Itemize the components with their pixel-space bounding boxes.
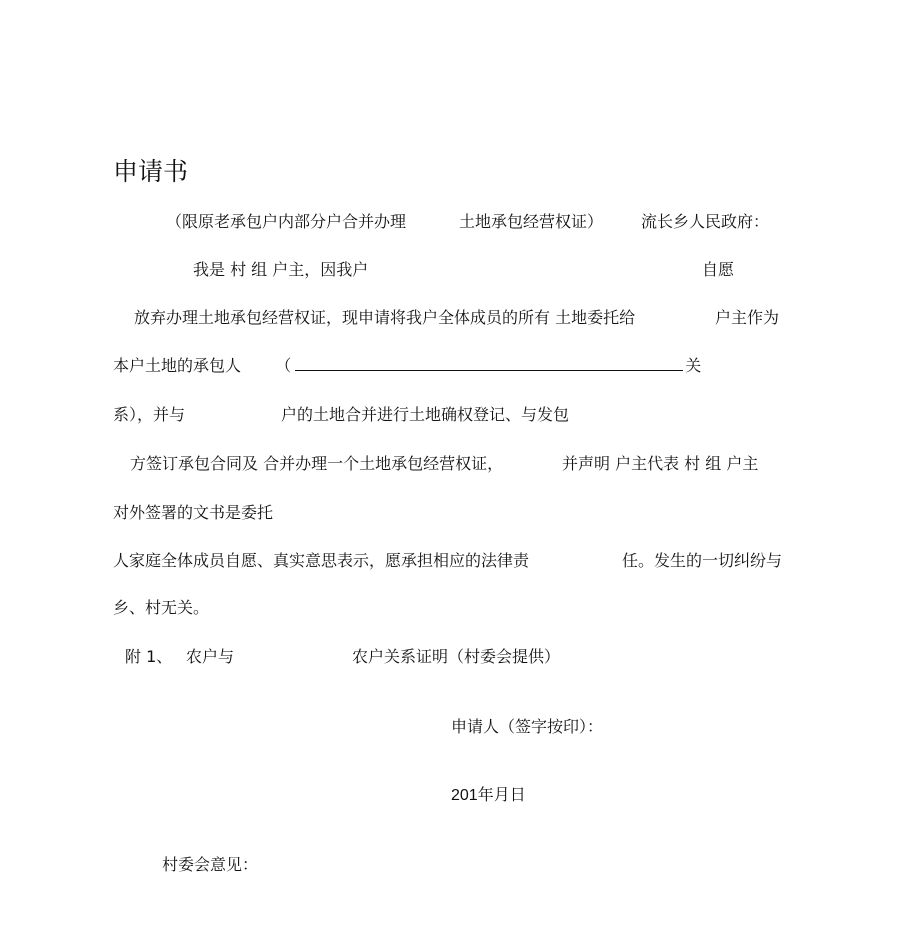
body-line-9: 乡、村无关。	[113, 598, 210, 617]
addressee: 流长乡人民政府：	[641, 212, 770, 231]
body-line-7: 对外签署的文书是委托	[113, 503, 274, 522]
body-line-5b: 户的土地合并进行土地确权登记、与发包	[281, 405, 570, 424]
body-line-2a: 我是 村 组 户主，因我户	[193, 260, 369, 279]
date-rest: 年月日	[477, 785, 526, 804]
applicant-signature-label: 申请人（签字按印）：	[451, 717, 604, 736]
body-line-8a: 人家庭全体成员自愿、真实意思表示，愿承担相应的法律责	[113, 551, 530, 570]
body-line-3a: 放弃办理土地承包经营权证，现申请将我户全体成员的所有 土地委托给	[134, 308, 636, 327]
body-line-5a: 系），并与	[113, 405, 186, 424]
date-year: 201	[451, 787, 478, 804]
body-line-2b: 自愿	[702, 260, 735, 279]
attachment-label: 附 1、	[125, 647, 173, 666]
attachment-part-2: 农户关系证明（村委会提供）	[352, 647, 561, 666]
body-line-8b: 任。发生的一切纠纷与	[622, 551, 783, 570]
committee-opinion-label: 村委会意见：	[162, 855, 259, 874]
attachment-part-1: 农户与	[186, 647, 235, 666]
subtitle-part-2: 土地承包经营权证）	[459, 212, 604, 231]
subtitle-part-1: （限原老承包户内部分户合并办理	[166, 212, 407, 231]
body-line-6a: 方签订承包合同及 合并办理一个土地承包经营权证，	[130, 454, 504, 473]
body-line-4c: 关	[685, 356, 702, 375]
date-line	[451, 785, 526, 806]
document-title: 申请书	[113, 157, 189, 186]
relationship-blank-line	[295, 358, 683, 371]
body-line-4b: （	[275, 356, 292, 375]
body-line-4a: 本户土地的承包人	[113, 356, 242, 375]
body-line-6b: 并声明 户主代表 村 组 户主	[562, 454, 759, 473]
body-line-4	[113, 356, 701, 376]
body-line-3b: 户主作为	[715, 308, 780, 327]
